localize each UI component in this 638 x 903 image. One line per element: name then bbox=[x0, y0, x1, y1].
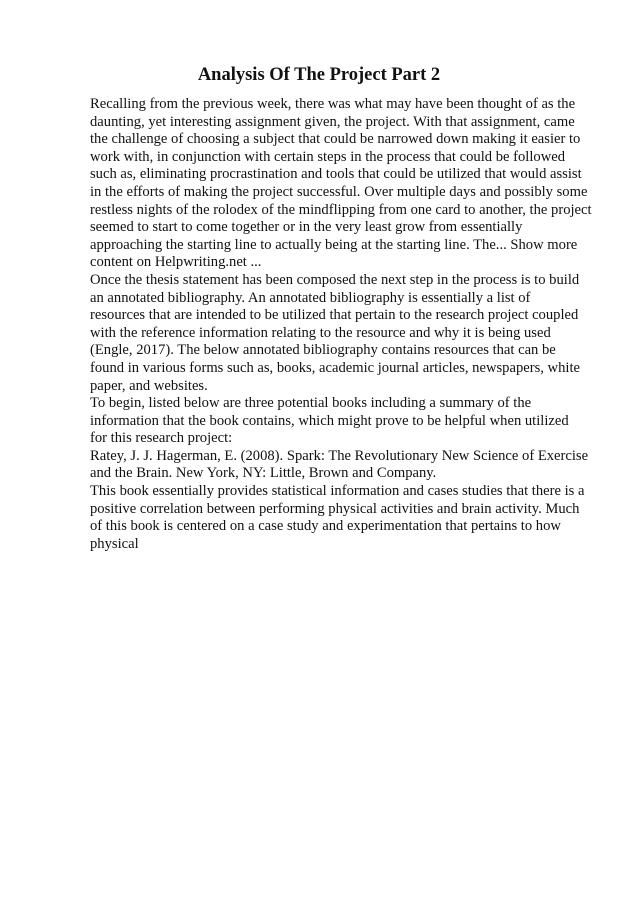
document-title: Analysis Of The Project Part 2 bbox=[197, 65, 441, 85]
paragraph-citation: Ratey, J. J. Hagerman, E. (2008). Spark: The Revolutionary New Science of Exercise and the Brain. New York, NY: Little, Brown and Company. bbox=[90, 447, 589, 482]
paragraph-intro: Recalling from the previous week, there was what may have been thought of as the daunting, yet interesting assignment given, the project. With that assignment, came the challenge of choosing a subject that could be narrowed down making it easier to work with, in conjunction with certain steps in the process that could be followed such as, eliminating procrastination and tools that could be utilized that would assist in the efforts of making the project successful. Over multiple days and possibly some restless nights of the rolodex of the mindflipping from one card to another, the project seemed to start to come together or in the very least grow from essentially approaching the starting line to actually being at the starting line. The... Show more content on Helpwriting.net ... bbox=[90, 96, 592, 271]
paragraph-book-summary: This book essentially provides statistical information and cases studies that there is a positive correlation between performing physical activities and brain activity. Much of this book is centered on a case study and experimentation that pertains to how physical bbox=[90, 483, 585, 552]
paragraph-bibliography: Once the thesis statement has been composed the next step in the process is to build an annotated bibliography. An annotated bibliography is essentially a list of resources that are intended to be utilized that pertain to the research project coupled with the reference information relating to the resource and why it is being used (Engle, 2017). The below annotated bibliography contains resources that can be found in various forms such as, books, academic journal articles, newspapers, white paper, and websites. bbox=[90, 271, 580, 394]
document-body bbox=[90, 96, 600, 553]
paragraph-books-intro: To begin, listed below are three potential books including a summary of the information that the book contains, which might prove to be helpful when utilized for this research project: bbox=[90, 395, 569, 447]
